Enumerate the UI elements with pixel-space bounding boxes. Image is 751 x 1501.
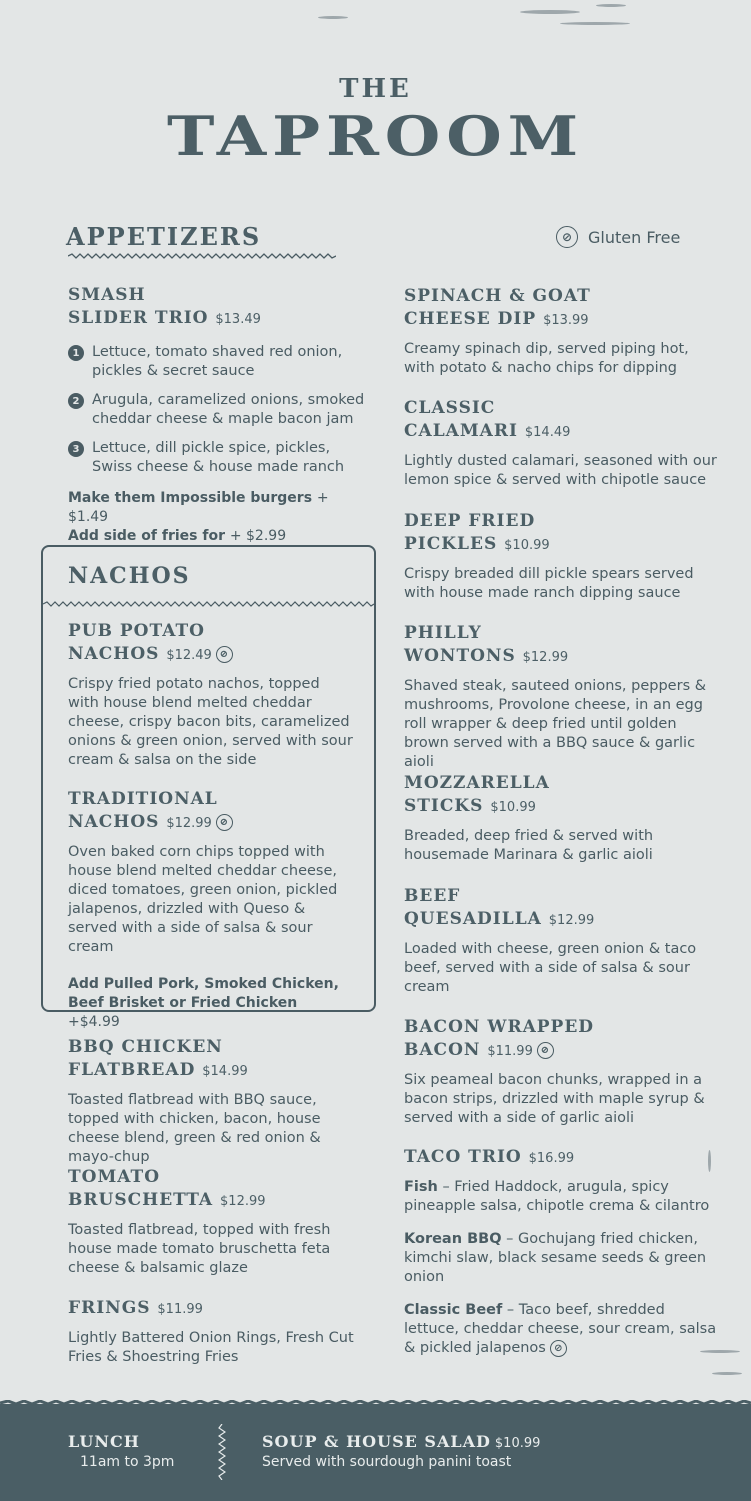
item-price: $14.49 [524, 425, 571, 440]
gluten-free-label: Gluten Free [588, 227, 681, 247]
item-price: $12.99 [220, 1194, 266, 1209]
gluten-free-icon: ⊘ [550, 1340, 567, 1357]
footer-soup-price: $10.99 [494, 1436, 541, 1451]
item-name: CLASSIC CALAMARI $14.49 [404, 398, 571, 441]
item-price: $12.49 [166, 648, 212, 663]
item-name: BACON WRAPPED BACON $11.99 ⊘ [404, 1017, 595, 1060]
item-name: TOMATO BRUSCHETTA $12.99 [68, 1167, 266, 1210]
nachos-divider [43, 600, 374, 608]
item-description: Creamy spinach dip, served piping hot, with potato & nacho chips for dipping [404, 341, 689, 376]
taco-fish: Fish – Fried Haddock, arugula, spicy pineapple salsa, chipotle crema & cilantro [404, 1179, 710, 1214]
menu-item-pub-potato-nachos [68, 620, 353, 770]
gluten-free-legend [556, 226, 680, 248]
nachos-addon: Add Pulled Pork, Smoked Chicken, Beef Brisket or Fried Chicken +$4.99 [68, 976, 339, 1030]
footer-soup-subtitle: Served with sourdough panini toast [262, 1454, 512, 1470]
item-description: Loaded with cheese, green onion & taco beef, served with a side of salsa & sour cream [404, 941, 697, 995]
item-description: Lightly dusted calamari, seasoned with our lemon spice & served with chipotle sauce [404, 453, 717, 488]
item-price: $11.99 [157, 1302, 203, 1317]
number-badge: 3 [68, 441, 84, 457]
number-badge: 2 [68, 393, 84, 409]
item-price: $12.99 [166, 816, 212, 831]
slider-option-text: Lettuce, tomato shaved red onion, pickles & secret sauce [92, 344, 343, 379]
brand-name: TAPROOM [166, 104, 585, 168]
lunch-footer [0, 1404, 751, 1501]
item-price: $13.99 [543, 313, 589, 328]
impossible-note: Make them Impossible burgers + $1.49 [68, 490, 329, 525]
menu-item-tomato-bruschetta [68, 1166, 368, 1278]
appetizers-underline [68, 252, 336, 260]
item-name: FRINGS $11.99 [68, 1298, 203, 1318]
item-price: $13.49 [215, 312, 261, 327]
item-description: Lightly Battered Onion Rings, Fresh Cut Fries & Shoestring Fries [68, 1330, 354, 1365]
footer-hours: 11am to 3pm [80, 1454, 175, 1470]
item-price: $14.99 [202, 1064, 248, 1079]
slider-option [68, 391, 368, 429]
item-description: Breaded, deep fried & served with housemade Marinara & garlic aioli [404, 828, 654, 863]
menu-item-taco-trio [404, 1146, 724, 1358]
item-price: $10.99 [490, 800, 536, 815]
item-name: BBQ CHICKEN FLATBREAD $14.99 [68, 1037, 248, 1080]
menu-item-philly-wontons [404, 622, 724, 772]
menu-item-deep-fried-pickles [404, 510, 724, 603]
item-description: Shaved steak, sauteed onions, peppers & mushrooms, Provolone cheese, in an egg roll wrapper & deep fried until golden brown served with a BBQ sauce & garlic aioli [404, 678, 707, 770]
slider-option [68, 439, 368, 477]
item-name: SMASH SLIDER TRIO $13.49 [68, 285, 261, 328]
item-name: DEEP FRIED PICKLES $10.99 [404, 511, 550, 554]
item-name: TACO TRIO $16.99 [404, 1147, 575, 1167]
item-name: PHILLY WONTONS $12.99 [404, 623, 569, 666]
menu-item-bbq-flatbread [68, 1036, 368, 1167]
slider-option-text: Arugula, caramelized onions, smoked cheddar cheese & maple bacon jam [92, 392, 365, 427]
menu-item-spinach-dip [404, 285, 724, 378]
menu-item-bacon-wrapped-bacon [404, 1016, 724, 1128]
menu-item-calamari [404, 397, 724, 490]
gluten-free-icon: ⊘ [556, 226, 578, 248]
footer-divider [218, 1424, 226, 1480]
item-description: Six peameal bacon chunks, wrapped in a bacon strips, drizzled with maple syrup & served with a side of garlic aioli [404, 1072, 705, 1126]
distress-speck [560, 22, 630, 25]
fries-note: Add side of fries for + $2.99 [68, 528, 287, 544]
taco-korean: Korean BBQ – Gochujang fried chicken, kimchi slaw, black sesame seeds & green onion [404, 1231, 707, 1285]
taco-classic-beef: Classic Beef – Taco beef, shredded lettuce, cheddar cheese, sour cream, salsa & pickled jalapenos ⊘ [404, 1302, 717, 1356]
item-name: SPINACH & GOAT CHEESE DIP $13.99 [404, 286, 591, 329]
brand-the: THE [339, 74, 412, 104]
item-price: $11.99 [487, 1044, 533, 1059]
footer-soup-title: SOUP & HOUSE SALAD $10.99 [262, 1432, 541, 1451]
distress-speck [318, 16, 348, 19]
item-name: MOZZARELLA STICKS $10.99 [404, 773, 550, 816]
footer-top-edge [0, 1400, 751, 1406]
item-price: $12.99 [548, 913, 595, 928]
item-description: Toasted flatbread with BBQ sauce, topped with chicken, bacon, house cheese blend, green & red onion & mayo-chup [68, 1092, 321, 1165]
distress-speck [712, 1372, 742, 1375]
distress-speck [596, 4, 626, 7]
slider-option [68, 343, 368, 381]
menu-item-beef-quesadilla [404, 885, 724, 997]
item-name: BEEF QUESADILLA $12.99 [404, 886, 595, 929]
appetizers-title: APPETIZERS [66, 222, 262, 251]
menu-item-traditional-nachos [68, 788, 353, 1032]
item-price: $10.99 [504, 538, 550, 553]
item-description: Oven baked corn chips topped with house blend melted cheddar cheese, diced tomatoes, green onion, pickled jalapenos, drizzled with Queso & served with a side of salsa & sour cream [68, 844, 338, 955]
menu-item-smash-slider [68, 284, 368, 546]
gluten-free-icon: ⊘ [216, 814, 233, 831]
item-description: Crispy breaded dill pickle spears served with house made ranch dipping sauce [404, 566, 694, 601]
gluten-free-icon: ⊘ [216, 646, 233, 663]
number-badge: 1 [68, 345, 84, 361]
item-name: PUB POTATO NACHOS $12.49 ⊘ [68, 620, 353, 667]
nachos-title: NACHOS [68, 563, 191, 589]
footer-lunch-title: LUNCH [68, 1432, 140, 1451]
item-price: $12.99 [522, 650, 569, 665]
slider-option-text: Lettuce, dill pickle spice, pickles, Swiss cheese & house made ranch [92, 440, 345, 475]
item-description: Crispy fried potato nachos, topped with house blend melted cheddar cheese, crispy bacon bits, caramelized onions & green onion, served with sour cream & salsa on the side [68, 676, 353, 768]
item-price: $16.99 [528, 1151, 575, 1166]
distress-speck [520, 10, 580, 14]
gluten-free-icon: ⊘ [537, 1042, 554, 1059]
menu-item-mozzarella-sticks [404, 772, 724, 865]
item-description: Toasted flatbread, topped with fresh house made tomato bruschetta feta cheese & balsamic glaze [68, 1222, 331, 1276]
item-name: TRADITIONAL NACHOS $12.99 ⊘ [68, 788, 353, 835]
menu-item-frings [68, 1297, 368, 1367]
